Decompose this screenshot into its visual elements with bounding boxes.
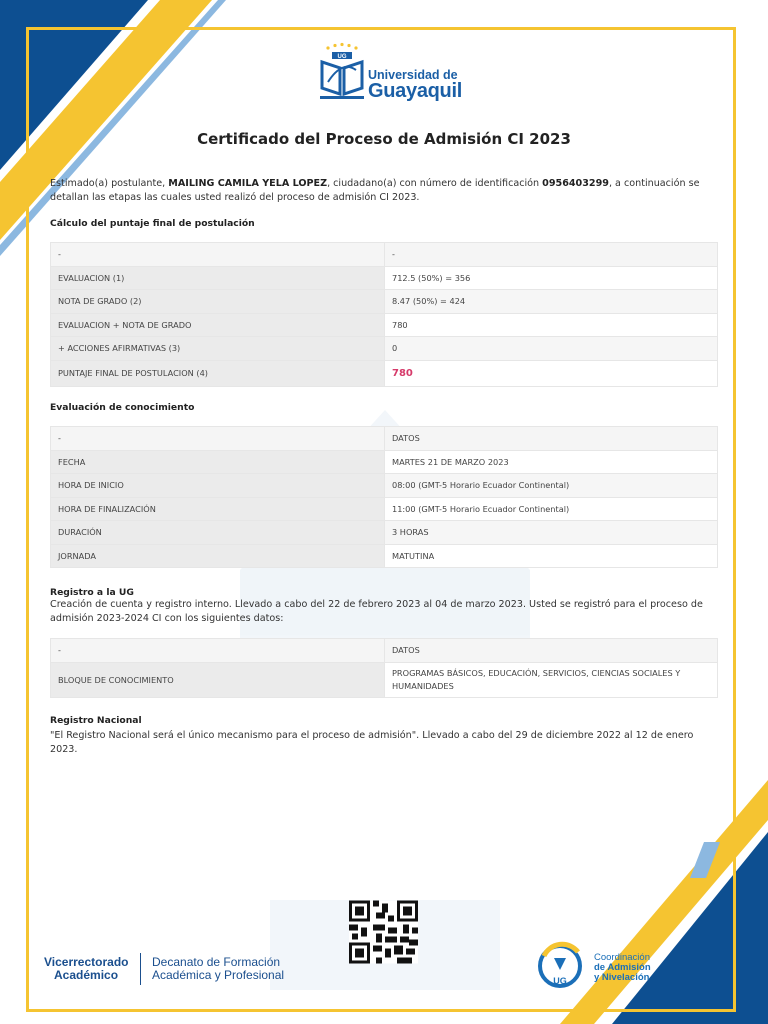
table-cell-label: HORA DE INICIO	[51, 474, 385, 498]
footer-vicerrectorado	[44, 956, 129, 982]
table-cell-value: -	[385, 243, 718, 267]
footer-left-line-1: Vicerrectorado	[44, 955, 129, 969]
table-cell-value: 08:00 (GMT-5 Horario Ecuador Continental)	[385, 474, 718, 498]
footer-right-line-1: Coordinación	[594, 952, 650, 963]
table-cell-value: 780	[385, 313, 718, 337]
intro-paragraph	[50, 177, 718, 205]
intro-prefix: Estimado(a) postulante,	[50, 178, 169, 189]
final-score-value: 780	[392, 367, 413, 379]
intro-suffix: , a continuación se detallan las etapas las cuales usted realizó del proceso de admisión CI 2023.	[50, 178, 700, 203]
footer-divider	[140, 953, 141, 985]
table-cell-label: + ACCIONES AFIRMATIVAS (3)	[51, 337, 385, 361]
footer-mid-line-1: Decanato de Formación	[152, 955, 281, 969]
table-row	[51, 360, 718, 386]
table-row	[51, 313, 718, 337]
table-cell-label: EVALUACION + NOTA DE GRADO	[51, 313, 385, 337]
footer-right-line-3: y Nivelación	[594, 972, 650, 983]
table-row	[51, 450, 718, 474]
id-number: 0956403299	[542, 178, 609, 189]
table-cell-value: 0	[385, 337, 718, 361]
table-cell-value: 11:00 (GMT-5 Horario Ecuador Continental)	[385, 497, 718, 521]
table-cell-label: HORA DE FINALIZACIÓN	[51, 497, 385, 521]
coordinacion-emblem-icon	[538, 940, 588, 990]
footer-coordinacion-logo	[538, 940, 651, 990]
table-row	[51, 427, 718, 451]
registro-ug-table	[50, 638, 718, 698]
score-section-title: Cálculo del puntaje final de postulación	[50, 218, 255, 229]
footer-mid-line-2: Académica y Profesional	[152, 968, 285, 982]
table-cell-value: DATOS	[385, 639, 718, 663]
university-crest-icon	[318, 42, 366, 104]
table-row	[51, 639, 718, 663]
table-row	[51, 474, 718, 498]
table-row	[51, 266, 718, 290]
intro-middle: , ciudadano(a) con número de identificación	[327, 178, 543, 189]
footer-left-line-2: Académico	[54, 968, 119, 982]
table-cell-value: MATUTINA	[385, 544, 718, 568]
footer-right-line-2: de Admisión	[594, 962, 651, 973]
table-row	[51, 521, 718, 545]
table-cell-label: BLOQUE DE CONOCIMIENTO	[51, 662, 385, 697]
coordinacion-emblem-text: UG	[553, 976, 567, 986]
table-cell-value: 3 HORAS	[385, 521, 718, 545]
final-score-cell	[385, 360, 718, 386]
qr-code-icon	[349, 900, 418, 964]
table-cell-label: JORNADA	[51, 544, 385, 568]
table-cell-label: -	[51, 243, 385, 267]
table-cell-value: PROGRAMAS BÁSICOS, EDUCACIÓN, SERVICIOS, CIENCIAS SOCIALES Y HUMANIDADES	[385, 662, 718, 697]
score-table	[50, 242, 718, 387]
applicant-name: MAILING CAMILA YELA LOPEZ	[168, 178, 328, 189]
registro-nacional-text: "El Registro Nacional será el único mecanismo para el proceso de admisión". Llevado a cabo del 29 de diciembre 2022 al 12 de enero 2023.	[50, 730, 694, 755]
university-logo	[318, 42, 462, 104]
crest-emblem-text: UG	[337, 54, 347, 60]
table-cell-label: -	[51, 427, 385, 451]
table-row	[51, 497, 718, 521]
table-cell-label: FECHA	[51, 450, 385, 474]
table-row	[51, 662, 718, 697]
table-cell-label: PUNTAJE FINAL DE POSTULACION (4)	[51, 360, 385, 386]
table-cell-label: EVALUACION (1)	[51, 266, 385, 290]
footer-decanato	[152, 956, 284, 982]
table-cell-value: 8.47 (50%) = 424	[385, 290, 718, 314]
table-cell-value: 712.5 (50%) = 356	[385, 266, 718, 290]
table-cell-label: -	[51, 639, 385, 663]
table-cell-value: MARTES 21 DE MARZO 2023	[385, 450, 718, 474]
table-row	[51, 243, 718, 267]
logo-line-1: Universidad de	[368, 68, 458, 82]
logo-line-2: Guayaquil	[368, 80, 462, 102]
table-cell-label: NOTA DE GRADO (2)	[51, 290, 385, 314]
evaluation-section-title: Evaluación de conocimiento	[50, 402, 195, 413]
table-row	[51, 290, 718, 314]
registro-nacional-title: Registro Nacional	[50, 715, 142, 726]
evaluation-table	[50, 426, 718, 568]
table-cell-value: DATOS	[385, 427, 718, 451]
registro-ug-title: Registro a la UG	[50, 587, 134, 598]
registro-ug-text: Creación de cuenta y registro interno. Llevado a cabo del 22 de febrero 2023 al 04 de marzo 2023. Usted se registró para el proceso de admisión 2023-2024 CI con los siguientes datos:	[50, 599, 703, 624]
table-cell-label: DURACIÓN	[51, 521, 385, 545]
page-title: Certificado del Proceso de Admisión CI 2023	[197, 130, 571, 148]
table-row	[51, 337, 718, 361]
table-row	[51, 544, 718, 568]
